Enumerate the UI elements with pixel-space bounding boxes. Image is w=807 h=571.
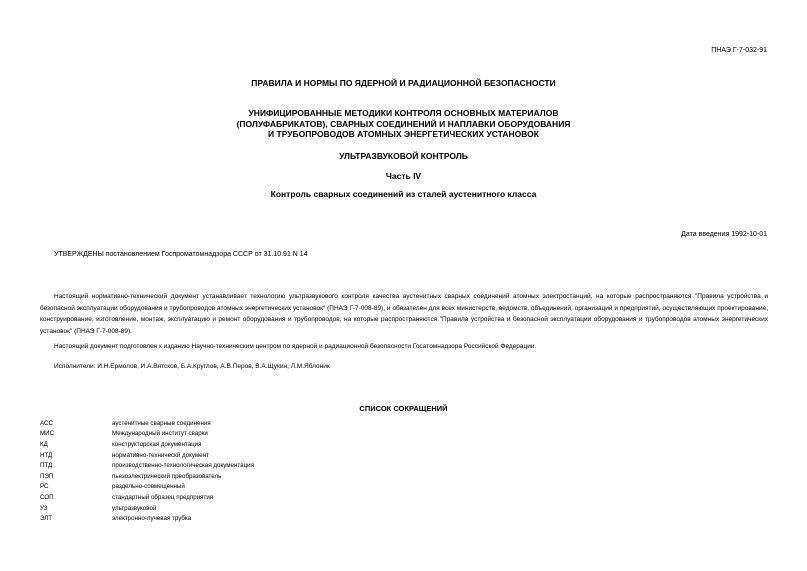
- abbreviation-meaning: стандартный образец предприятия: [112, 493, 214, 501]
- subtitle-line: И ТРУБОПРОВОДОВ АТОМНЫХ ЭНЕРГЕТИЧЕСКИХ УСТАНОВОК: [268, 129, 539, 139]
- abbreviation-meaning: раздельно-совмещенный: [112, 483, 185, 491]
- abbreviation-code: УЗ: [40, 504, 48, 512]
- scope-paragraph: Настоящий нормативно-технический документ устанавливает технологию ультразвукового контроля качества аустенитных сварных соединений атомных электростанций, на которые распространяются "Правила устройства и безопасной эксплуатации оборудования и трубопроводов атомных энергетических установок" (ПНАЭ Г-7-008-89), и обязателен для всех министерств, ведомств, объединений, организаций и предприятий, осуществляющих проектирование, конструирование, изготовление, монтаж, эксплуатацию и ремонт оборудования и трубопроводов, на которые распространяются "Правила устройства и безопасной эксплуатации оборудования и трубопроводов атомных энергетических установок" (ПНАЭ Г-7-008-89).: [40, 293, 768, 335]
- document-subtitle: [0, 108, 807, 140]
- approval-statement: УТВЕРЖДЕНЫ постановлением Госпроматомнадзора СССР от 31.10.91 N 14: [54, 251, 308, 258]
- table-row: [40, 492, 254, 503]
- table-row: [40, 503, 254, 514]
- table-row: [40, 418, 254, 429]
- abbreviation-meaning: пьезоэлектрический преобразователь: [112, 472, 222, 480]
- document-code: ПНАЭ Г-7-032-91: [711, 47, 767, 54]
- subtitle-line: (ПОЛУФАБРИКАТОВ), СВАРНЫХ СОЕДИНЕНИЙ И НАПЛАВКИ ОБОРУДОВАНИЯ: [236, 118, 571, 129]
- abbreviation-meaning: нормативно-техническй документ: [112, 451, 209, 459]
- abbreviation-code: НТД: [40, 451, 53, 459]
- table-row: [40, 450, 254, 461]
- prepared-by-paragraph: Настоящий документ подготовлен к изданию Научно-техническим центром по ядерной и радиационной безопасности Госатомнадзора Российской Федерации.: [54, 343, 537, 350]
- abbreviation-meaning: аустенитные сварные соединения: [112, 419, 211, 427]
- section-title: УЛЬТРАЗВУКОВОЙ КОНТРОЛЬ: [339, 151, 468, 161]
- abbreviation-code: ПЭП: [40, 472, 54, 480]
- table-row: [40, 513, 254, 524]
- abbreviation-meaning: Международный институт сварки: [112, 430, 208, 438]
- abbreviation-code: СОП: [40, 493, 54, 501]
- table-row: [40, 460, 254, 471]
- abbreviation-code: РС: [40, 483, 49, 491]
- part-title: Часть IV: [385, 171, 422, 181]
- abbreviation-code: АСС: [40, 419, 53, 427]
- intro-date: Дата введения 1992-10-01: [681, 231, 767, 238]
- authors-paragraph: Исполнители: И.Н.Ермолов, И.А.Вятсков, Б.А.Круглов, А.В.Перов, В.А.Щукин, Л.М.Яблоник: [54, 363, 330, 370]
- abbreviation-code: КД: [40, 440, 48, 448]
- table-row: [40, 482, 254, 493]
- part-subtitle: Контроль сварных соединений из сталей аустенитного класса: [270, 189, 537, 199]
- abbreviation-meaning: конструкторская документация: [112, 440, 202, 448]
- abbreviation-code: МИС: [40, 430, 55, 438]
- table-row: [40, 429, 254, 440]
- table-row: [40, 439, 254, 450]
- subtitle-line: УНИФИЦИРОВАННЫЕ МЕТОДИКИ КОНТРОЛЯ ОСНОВНЫХ МАТЕРИАЛОВ: [248, 108, 559, 118]
- abbreviation-code: ЭЛТ: [40, 515, 53, 523]
- abbreviation-meaning: ультразвуковой: [112, 504, 157, 512]
- abbreviation-meaning: электронно-лучевая трубка: [112, 515, 192, 523]
- main-title: ПРАВИЛА И НОРМЫ ПО ЯДЕРНОЙ И РАДИАЦИОННОЙ БЕЗОПАСНОСТИ: [251, 78, 556, 88]
- table-row: [40, 471, 254, 482]
- abbreviation-code: ПТД: [40, 462, 53, 470]
- abbreviation-meaning: производственно-технологическая документация: [112, 462, 254, 470]
- abbreviations-heading: СПИСОК СОКРАЩЕНИЙ: [359, 404, 448, 413]
- abbreviations-table: [40, 418, 254, 524]
